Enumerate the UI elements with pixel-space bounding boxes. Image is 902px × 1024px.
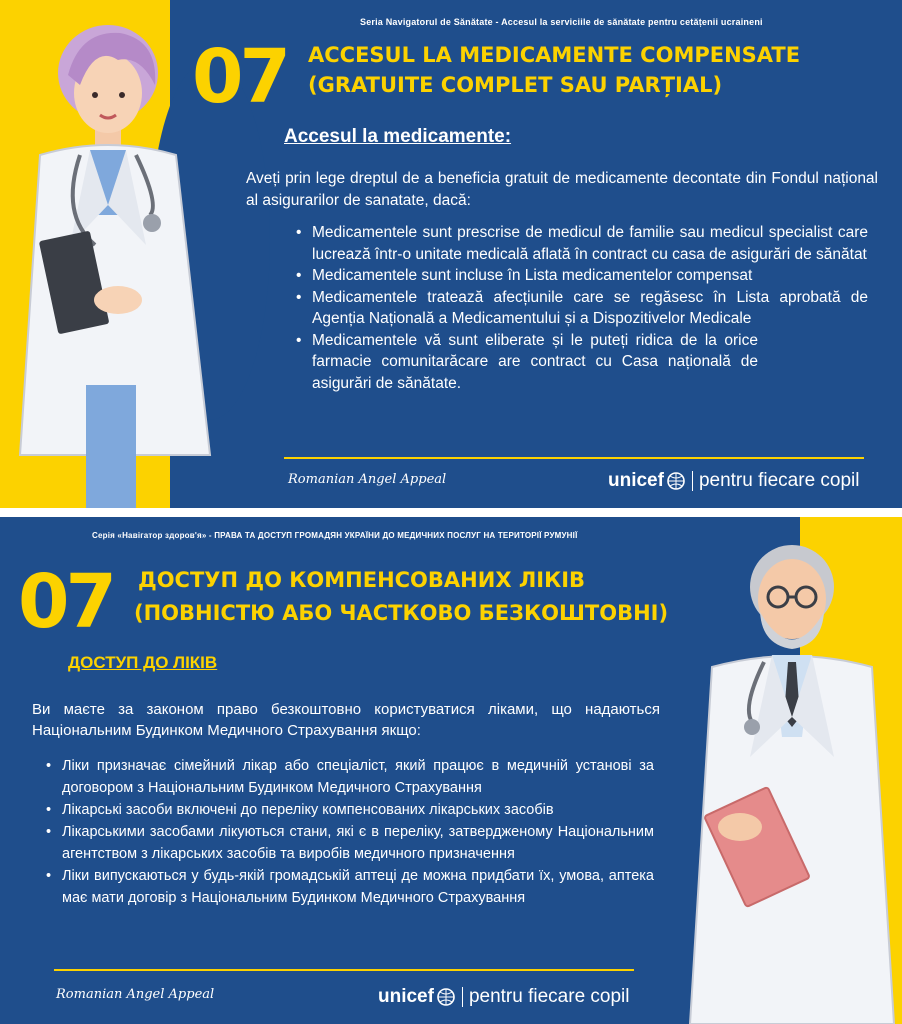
- unicef-logo: [608, 470, 860, 492]
- section-number: 07: [18, 559, 113, 645]
- romanian-angel-appeal-logo: Romanian Angel Appeal: [288, 472, 447, 487]
- unicef-wordmark: unicef: [608, 470, 664, 491]
- romanian-angel-appeal-logo: Romanian Angel Appeal: [56, 987, 215, 1002]
- unicef-tagline: pentru fiecare copil: [468, 986, 630, 1007]
- divider-line: [54, 969, 634, 971]
- series-caption: Серія «Навігатор здоров'я» - ПРАВА ТА ДОСТУП ГРОМАДЯН УКРАЇНИ ДО МЕДИЧНИХ ПОСЛУГ НА ТЕРИТОРІЇ РУМУНІЇ: [92, 531, 578, 540]
- logo-separator: [462, 987, 463, 1007]
- intro-paragraph: Ви маєте за законом право безкоштовно користуватися ліками, що надаються Національним Будинком Медичного Страхування якщо:: [32, 701, 660, 739]
- list-item: • Лікарськими засобами лікуються стани, які є в переліку, затвердженому Національним агентством з лікарських засобів та виробів медичного призначення: [44, 821, 654, 865]
- list-item: • Ліки випускаються у будь-якій громадській аптеці де можна придбати їх, умова, аптека має мати договір з Національним Будинком Медичного Страхування: [44, 865, 654, 909]
- panel-ukrainian: [0, 517, 902, 1024]
- section-subtitle: Accesul la medicamente:: [284, 126, 512, 147]
- logo-separator: [692, 471, 693, 491]
- page-title-line1: ДОСТУП ДО КОМПЕНСОВАНИХ ЛІКІВ: [138, 568, 586, 592]
- unicef-globe-icon: [666, 471, 686, 491]
- page-title-line1: ACCESUL LA MEDICAMENTE COMPENSATE: [308, 43, 801, 67]
- list-item: • Medicamentele sunt incluse în Lista medicamentelor compensat: [294, 265, 868, 287]
- conditions-list: [44, 755, 654, 909]
- section-subtitle: ДОСТУП ДО ЛІКІВ: [68, 653, 218, 672]
- conditions-list: [294, 222, 868, 394]
- unicef-wordmark: unicef: [378, 986, 434, 1007]
- list-item: • Medicamentele sunt prescrise de medicul de familie sau medicul specialist care lucrează într-o unitate medicală aflată în contract cu casa de asigurări de sănătat: [294, 222, 868, 265]
- panel-romanian: [0, 0, 902, 508]
- list-item: • Medicamentele vă sunt eliberate și le puteți ridica de la orice farmacie comunitarăcare are contract cu Casa națională de asigurări de sănătate.: [294, 330, 868, 395]
- intro-paragraph: Aveți prin lege dreptul de a beneficia gratuit de medicamente decontate din Fondul național al asigurarilor de sanatate, dacă:: [246, 170, 878, 209]
- unicef-tagline: pentru fiecare copil: [698, 470, 860, 491]
- male-doctor-illustration: [672, 527, 902, 1024]
- section-number: 07: [192, 34, 287, 120]
- list-item: • Лікарські засоби включені до переліку компенсованих лікарських засобів: [44, 799, 654, 821]
- unicef-globe-icon: [436, 987, 456, 1007]
- list-item: • Medicamentele tratează afecțiunile care se regăsesc în Lista aprobată de Agenția Națională a Medicamentului și a Dispozitivelor Medicale: [294, 287, 868, 330]
- list-item: • Ліки призначає сімейний лікар або спеціаліст, який працює в медичній установі за договором з Національним Будинком Медичного Страхування: [44, 755, 654, 799]
- page-title-line2: (ПОВНІСТЮ АБО ЧАСТКОВО БЕЗКОШТОВНІ): [134, 601, 669, 625]
- divider-line: [284, 457, 864, 459]
- page-title-line2: (GRATUITE COMPLET SAU PARȚIAL): [308, 73, 723, 97]
- unicef-logo: [378, 986, 630, 1008]
- series-caption: Seria Navigatorul de Sănătate - Accesul la serviciile de sănătate pentru cetățenii ucraineni: [360, 17, 763, 27]
